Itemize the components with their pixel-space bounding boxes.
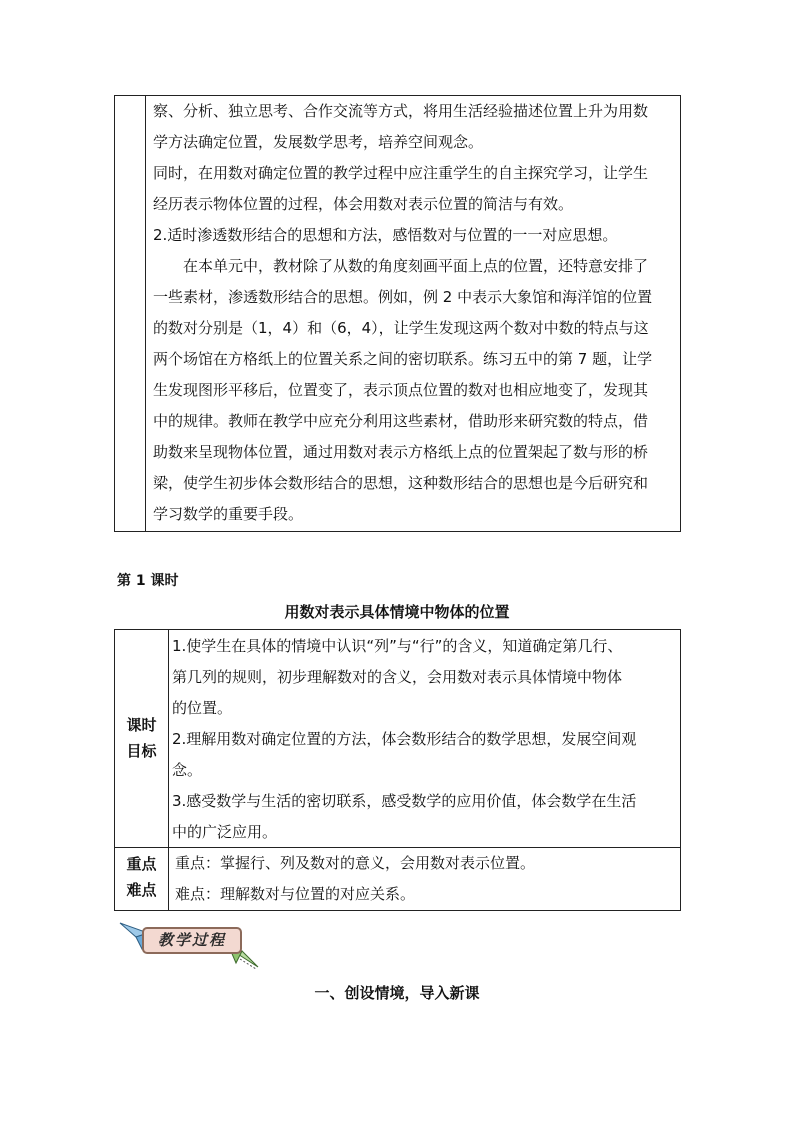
keypoints-content xyxy=(175,848,675,910)
objectives-list xyxy=(172,631,672,848)
table-divider-vertical xyxy=(168,630,169,910)
objective-line: 3.感受数学与生活的密切联系，感受数学的应用价值，体会数学在生活 xyxy=(172,792,637,810)
objective-line: 念。 xyxy=(172,761,203,779)
objective-item xyxy=(172,724,672,786)
objective-line: 第几列的规则，初步理解数对的含义，会用数对表示具体情境中物体 xyxy=(172,668,623,686)
key-point-text: 重点：掌握行、列及数对的意义，会用数对表示位置。 xyxy=(175,854,536,872)
paragraph-line: 助数来呈现物体位置，通过用数对表示方格纸上点的位置架起了数与形的桥 xyxy=(153,443,649,461)
objective-line: 中的广泛应用。 xyxy=(172,823,278,841)
paragraph-line: 2.适时渗透数形结合的思想和方法，感悟数对与位置的一一对应思想。 xyxy=(153,226,618,244)
paragraph-line: 学方法确定位置，发展数学思考，培养空间观念。 xyxy=(153,133,484,151)
objectives-header xyxy=(115,712,168,764)
objective-item xyxy=(172,631,672,724)
objectives-header-line: 课时 xyxy=(126,716,157,734)
paragraph-line: 的数对分别是（1，4）和（6，4），让学生发现这两个数对中数的特点与这 xyxy=(153,319,649,337)
teaching-process-banner xyxy=(118,915,260,971)
paragraph-line: 同时，在用数对确定位置的教学过程中应注重学生的自主探究学习，让学生 xyxy=(153,164,649,182)
objectives-header-line: 目标 xyxy=(126,742,157,760)
continuation-table xyxy=(114,95,681,532)
continuation-content xyxy=(153,96,677,530)
objectives-table xyxy=(114,629,681,911)
paragraph-line: 生发现图形平移后，位置变了，表示顶点位置的数对也相应地变了，发现其 xyxy=(153,381,649,399)
objective-line: 的位置。 xyxy=(172,699,233,717)
paragraph-line: 梁，使学生初步体会数形结合的思想，这种数形结合的思想也是今后研究和 xyxy=(153,474,649,492)
banner-label: 教学过程 xyxy=(142,927,242,954)
continuation-label-column xyxy=(115,96,146,531)
paragraph-line: 经历表示物体位置的过程，体会用数对表示位置的简洁与有效。 xyxy=(153,195,574,213)
keypoints-header xyxy=(115,851,168,903)
keypoints-header-line: 重点 xyxy=(126,855,157,873)
keypoints-header-line: 难点 xyxy=(126,881,157,899)
paragraph-line: 察、分析、独立思考、合作交流等方式，将用生活经验描述位置上升为用数 xyxy=(153,102,649,120)
lesson-label: 第 1 课时 xyxy=(117,573,179,589)
lesson-title: 用数对表示具体情境中物体的位置 xyxy=(284,603,510,621)
objective-line: 2.理解用数对确定位置的方法，体会数形结合的数学思想，发展空间观 xyxy=(172,730,637,748)
paragraph-line: 在本单元中，教材除了从数的角度刻画平面上点的位置，还特意安排了 xyxy=(183,257,649,275)
objective-item xyxy=(172,786,672,848)
paragraph-line: 中的规律。教师在教学中应充分利用这些素材，借助形来研究数的特点，借 xyxy=(153,412,649,430)
section-title: 一、创设情境，导入新课 xyxy=(314,984,480,1002)
paragraph-line: 学习数学的重要手段。 xyxy=(153,505,304,523)
objective-line: 1.使学生在具体的情境中认识“列”与“行”的含义，知道确定第几行、 xyxy=(172,637,623,655)
paragraph-line: 一些素材，渗透数形结合的思想。例如，例 2 中表示大象馆和海洋馆的位置 xyxy=(153,288,653,306)
difficult-point-text: 难点：理解数对与位置的对应关系。 xyxy=(175,885,416,903)
paragraph-line: 两个场馆在方格纸上的位置关系之间的密切联系。练习五中的第 7 题，让学 xyxy=(153,350,653,368)
